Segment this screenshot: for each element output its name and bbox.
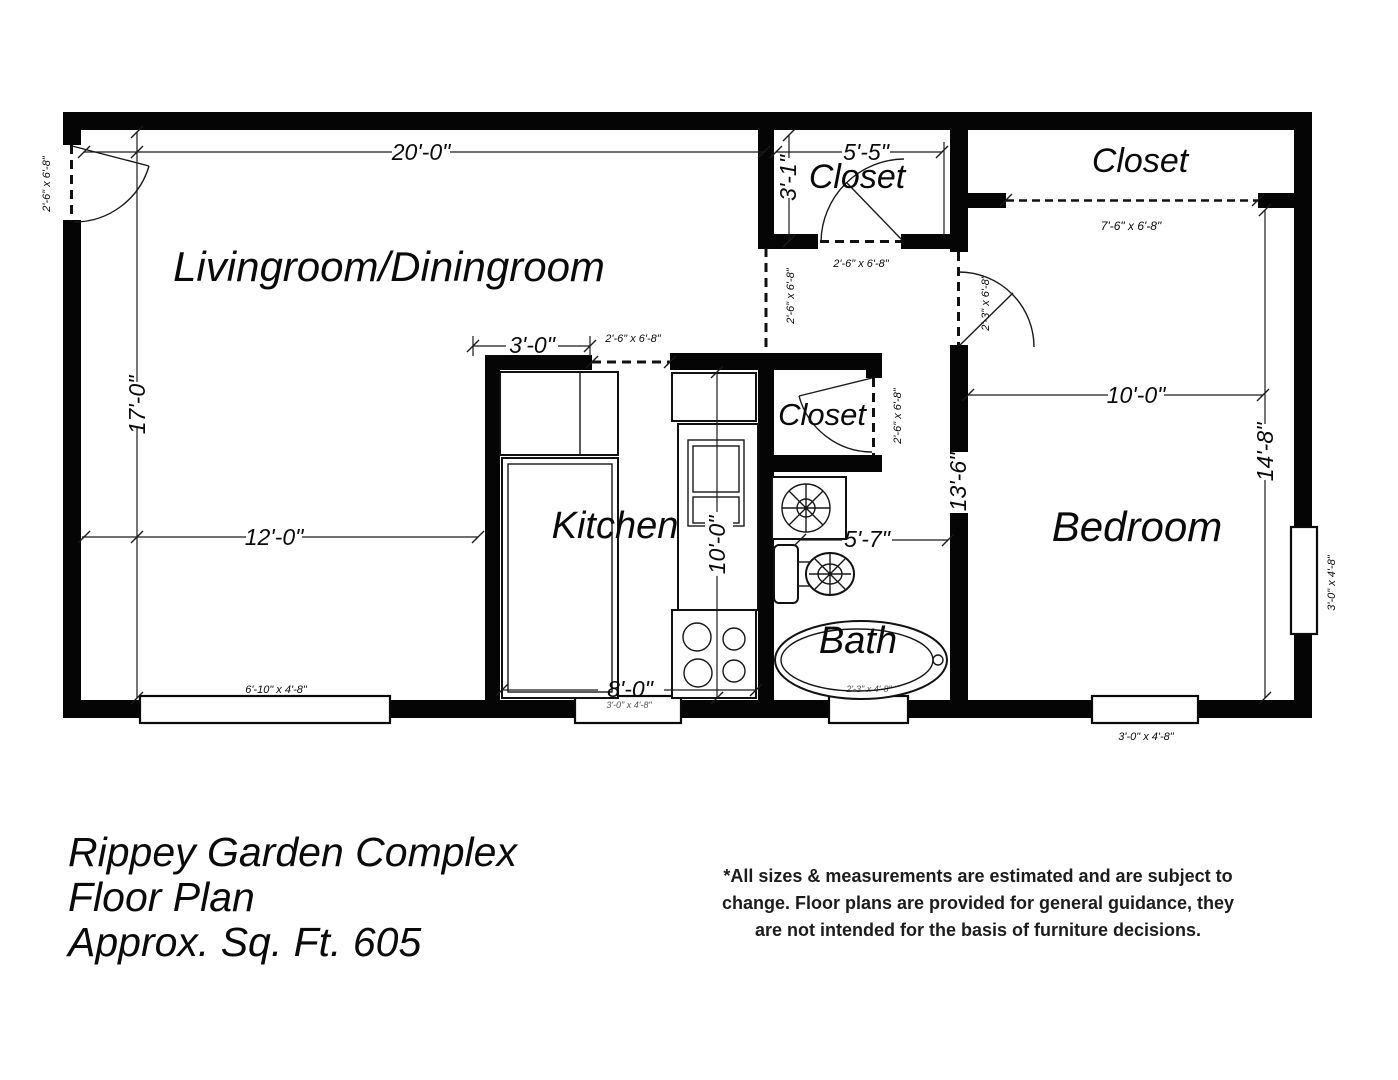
kitchen-closet-label: Closet bbox=[778, 397, 866, 432]
bedroom-closet-label: Closet bbox=[1091, 142, 1189, 180]
kitchen-fridge bbox=[672, 373, 756, 421]
bedroom-closet-size: 7'-6" x 6'-8" bbox=[1100, 219, 1162, 233]
kitchen-closet-door-leaf bbox=[799, 378, 872, 396]
disclaimer-line-3: are not intended for the basis of furniture decisions. bbox=[754, 920, 1202, 940]
wall-hallcloset-bottom-right bbox=[901, 234, 953, 249]
kitchen-stove bbox=[672, 610, 756, 698]
bedroom-window-south bbox=[1092, 696, 1198, 723]
title-block bbox=[65, 829, 518, 965]
kitchen-window-size: 3'-0" x 4'-8" bbox=[606, 700, 652, 710]
entry-door-size: 2'-6" x 6'-8" bbox=[41, 156, 53, 212]
disclaimer-line-2: change. Floor plans are provided for general guidance, they bbox=[721, 893, 1235, 913]
disclaimer bbox=[722, 866, 1234, 940]
entry-door-arc bbox=[74, 166, 149, 222]
hall-closet-label: Closet bbox=[808, 158, 906, 196]
living-window bbox=[140, 696, 390, 723]
bath-window-size: 2'-3" x 4'-8" bbox=[846, 684, 892, 694]
dim-kitchen-depth: 10'-0" bbox=[704, 515, 730, 575]
openings bbox=[72, 145, 1259, 455]
dim-bedroom-depth-right: 14'-8" bbox=[1252, 422, 1278, 482]
title-line-3: Approx. Sq. Ft. 605 bbox=[68, 919, 422, 965]
dim-hall-closet-depth: 3'-1" bbox=[775, 155, 801, 201]
dim-living-depth: 17'-0" bbox=[124, 375, 150, 435]
bedroom-label: Bedroom bbox=[1051, 503, 1223, 550]
bath-label: Bath bbox=[818, 620, 898, 662]
disclaimer-line-1: *All sizes & measurements are estimated and are subject to bbox=[723, 866, 1233, 886]
title-line-1: Rippey Garden Complex bbox=[68, 829, 517, 875]
dim-kitchen-width: 8'-0" bbox=[607, 676, 653, 702]
dim-living-width: 20'-0" bbox=[391, 139, 451, 165]
kitchen-closet-door-size: 2'-6" x 6'-8" bbox=[892, 388, 904, 444]
livingroom-label: Livingroom/Diningroom bbox=[173, 243, 605, 290]
dim-hall-closet-width: 5'-5" bbox=[843, 139, 889, 165]
dim-bedroom-width: 10'-0" bbox=[1106, 382, 1166, 408]
bedroom-window-east bbox=[1291, 527, 1317, 634]
bath-window bbox=[829, 696, 908, 723]
dim-bath-width: 5'-7" bbox=[844, 526, 890, 552]
kitchen-label: Kitchen bbox=[551, 505, 679, 547]
wall-kitchen-top-right bbox=[670, 353, 882, 370]
wall-kitchen-left bbox=[485, 355, 500, 700]
toilet-tank bbox=[774, 545, 798, 603]
dim-living-inner-width: 12'-0" bbox=[244, 524, 304, 550]
wall-top bbox=[63, 112, 1312, 130]
hall-closet-door-size: 2'-6" x 6'-8" bbox=[833, 258, 889, 270]
toilet-spokes bbox=[809, 553, 851, 595]
dim-bedroom-depth-left: 13'-6" bbox=[945, 452, 971, 512]
title-line-2: Floor Plan bbox=[68, 874, 255, 920]
dim-kitchen-counter: 3'-0" bbox=[509, 332, 555, 358]
bedroom-window-south-size: 3'-0" x 4'-8" bbox=[1118, 731, 1174, 743]
wall-center-lower bbox=[950, 513, 968, 700]
bedroom-window-east-size: 3'-0" x 4'-8" bbox=[1326, 555, 1338, 611]
kitchen-tall-cabinet bbox=[502, 458, 618, 698]
kitchen-upper-cabinet bbox=[500, 372, 618, 455]
bath-sink-spokes bbox=[782, 484, 830, 532]
wall-kcloset-door-stub bbox=[866, 370, 882, 378]
wall-left-stub bbox=[63, 112, 81, 145]
kitchen-door-size: 2'-6" x 6'-8" bbox=[605, 333, 661, 345]
wall-hallcloset-left bbox=[758, 130, 774, 248]
wall-left bbox=[63, 220, 81, 718]
living-window-size: 6'-10" x 4'-8" bbox=[245, 684, 307, 696]
wall-kcloset-bottom bbox=[758, 455, 882, 472]
wall-center-upper bbox=[950, 130, 968, 252]
hall-passage-size: 2'-6" x 6'-8" bbox=[785, 268, 797, 324]
bath-fixtures bbox=[772, 477, 947, 699]
bedroom-door-size: 2'-3" x 6'-8" bbox=[980, 275, 992, 331]
